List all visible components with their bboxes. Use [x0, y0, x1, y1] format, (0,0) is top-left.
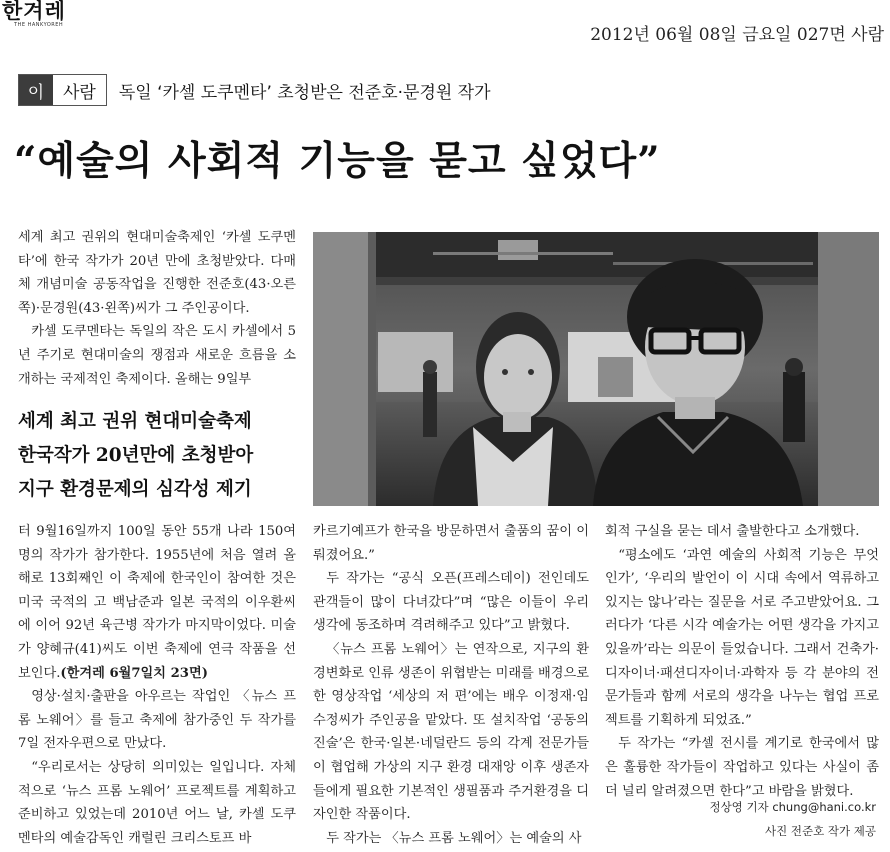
paragraph-text: 터 9월16일까지 100일 동안 55개 나라 150여명의 작가가 참가한다. 1955년에 처음 열려 올해로 13회째인 이 축제에 한국인이 참여한 것은 미국 국적의 고 백남준과 일본 국적의 이우환씨에 이어 92년 육근병 작가가 마지막이었다. 미술가 양혜규(41)씨도 이번 축제에 연극 작품을 선보인다. — [18, 524, 296, 681]
section-tag-right: 사람 — [53, 75, 106, 105]
paragraph: 두 작가는 “카셀 전시를 계기로 한국에서 많은 훌륭한 작가들이 작업하고 있다는 사실이 좀더 널리 알려졌으면 한다”고 바람을 밝혔다. — [605, 736, 879, 799]
logo-subtitle: THE HANKYOREH — [14, 22, 64, 28]
paragraph: 두 작가는 “공식 오픈(프레스데이) 전인데도 관객들이 많이 다녀갔다”며 “많은 이들이 우리 생각에 동조하며 격려해주고 있다”고 밝혔다. — [313, 571, 589, 634]
byline — [709, 795, 876, 843]
column-1-top — [18, 226, 296, 386]
section-tag-left: 이 — [19, 75, 53, 105]
paragraph: 카르기예프가 한국을 방문하면서 출품의 꿈이 이뤄졌어요.” — [313, 524, 589, 563]
dateline: 2012년 06월 08일 금요일 027면 사람 — [590, 25, 884, 45]
paragraph: “평소에도 ‘과연 예술의 사회적 기능은 무엇인가’, ‘우리의 발언이 이 시대 속에서 역류하고 있지는 않나’라는 질문을 서로 주고받았어요. 그러다가 ‘다른 시각 예술가는 어떤 생각을 가지고 있을까’라는 의문이 들었습니다. 그래서 건축가·디자이너·패션디자이너·과학자 등 각 분야의 전문가들과 함께 서로의 생각을 나누는 협업 프로젝트를 기획하게 되었죠.” — [605, 547, 879, 728]
headline: “예술의 사회적 기능을 묻고 싶었다” — [14, 138, 661, 184]
photo-credit: 사진 전준호 작가 제공 — [765, 824, 876, 838]
paragraph: 영상·설치·출판을 아우르는 작업인 〈뉴스 프롬 노웨어〉를 들고 축제에 참가중인 두 작가를 7일 전자우편으로 만났다. — [18, 689, 296, 752]
reporter-credit: 정상영 기자 chung@hani.co.kr — [709, 800, 876, 814]
section-tag — [18, 74, 107, 106]
kicker-row — [18, 74, 491, 106]
paragraph — [18, 520, 296, 685]
paragraph: 〈뉴스 프롬 노웨어〉는 연작으로, 지구의 환경변화로 인류 생존이 위협받는 미래를 배경으로 한 영상작업 ‘세상의 저 편’에는 배우 이정재·임수정씨가 주인공을 맡았다. 또 설치작업 ‘공동의 진술’은 한국·일본·네덜란드 등의 각계 전문가들이 협업해 가상의 지구 환경 대재앙 이후 생존자들에게 필요한 기본적인 생필품과 주거환경을 디자인한 작품이다. — [313, 641, 589, 823]
paragraph: 세계 최고 권위의 현대미술축제인 ‘카셀 도쿠멘타’에 한국 작가가 20년 만에 초청받았다. 다매체 개념미술 공동작업을 진행한 전준호(43·오른쪽)·문경원(43·왼쪽)씨가 그 주인공이다. — [18, 230, 296, 316]
paragraph: “우리로서는 상당히 의미있는 일입니다. 자체적으로 ‘뉴스 프롬 노웨어’ 프로젝트를 계획하고 준비하고 있었는데 2010년 어느 날, 카셀 도쿠멘타의 예술감독인 캐럴린 크리스토프 바 — [18, 759, 296, 846]
column-2 — [313, 520, 589, 850]
subheading: 한국작가 20년만에 초청받아 — [18, 445, 254, 466]
photo-illustration — [313, 232, 879, 506]
paragraph: 두 작가는 〈뉴스 프롬 노웨어〉는 예술의 사 — [326, 830, 582, 846]
kicker-text: 독일 ‘카셀 도쿠멘타’ 초청받은 전준호·문경원 작가 — [118, 82, 491, 103]
subheadings — [18, 405, 298, 507]
article-photo — [313, 232, 879, 506]
subheading: 지구 환경문제의 심각성 제기 — [18, 479, 252, 500]
column-3 — [605, 520, 879, 820]
column-1-bottom — [18, 520, 296, 850]
cross-reference: (한겨레 6월7일치 23면) — [60, 665, 208, 681]
paragraph: 회적 구실을 묻는 데서 출발한다고 소개했다. — [605, 524, 860, 539]
newspaper-logo — [2, 0, 92, 26]
subheading: 세계 최고 권위 현대미술축제 — [18, 411, 252, 432]
paragraph: 카셀 도쿠멘타는 독일의 작은 도시 카셀에서 5년 주기로 현대미술의 쟁점과 새로운 흐름을 소개하는 국제적인 축제이다. 올해는 9일부 — [18, 324, 296, 386]
logo-text: 한겨레 — [2, 0, 66, 23]
